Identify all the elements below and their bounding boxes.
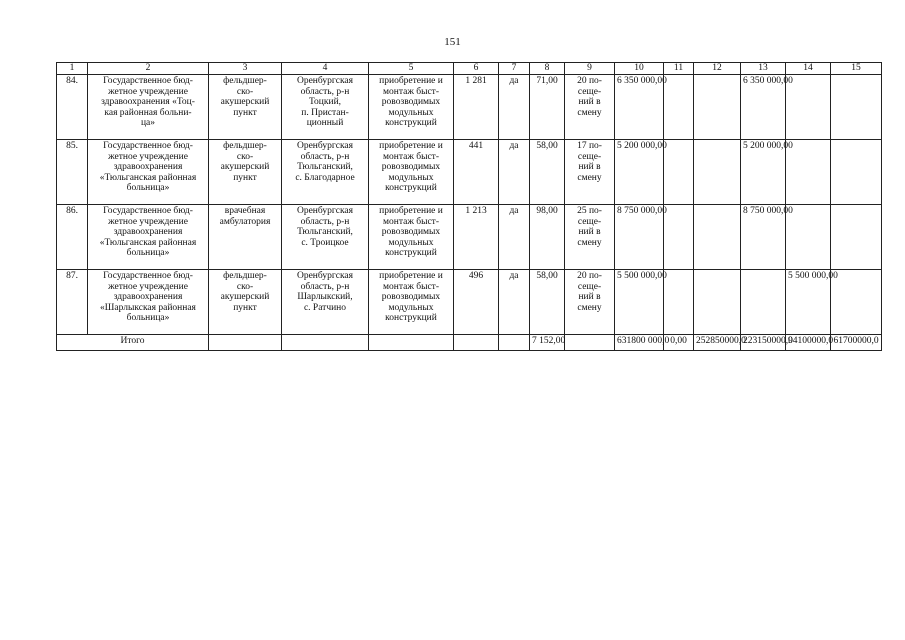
institution-name-line: Государственное бюд- [103,76,193,86]
facility-type-line: фельдшер- [223,141,267,151]
institution-name [88,270,209,335]
institution-name-line: больница» [126,183,170,194]
work-type [369,270,454,335]
institution-name [88,140,209,205]
amount-col-11 [664,205,694,270]
institution-name-line: Государственное бюд- [103,271,193,281]
institution-name [88,205,209,270]
total-col-15: 61700000,0 [831,335,882,351]
amount-col-15 [831,75,882,140]
facility-address-line: Тоцкий, [308,97,342,108]
flag-yes: да [499,270,530,335]
work-type-line: ровозводимых [381,227,441,238]
facility-address-line: Шарлыкский, [297,292,353,303]
work-type-line: монтаж быст- [382,86,440,97]
institution-name-line: «Тюльганская районная [99,237,197,248]
total-col-14: 94100000,0 [786,335,831,351]
facility-address-line: с. Ратчино [303,302,347,313]
total-col-11: 0,00 [664,335,694,351]
column-header: 8 [530,63,565,75]
column-header: 2 [88,63,209,75]
flag-yes: да [499,140,530,205]
institution-name-line: кая районная больни- [104,107,192,118]
facility-address-line: ционный [306,118,344,129]
work-type [369,205,454,270]
work-type-line: ровозводимых [381,162,441,173]
amount-col-11 [664,75,694,140]
amount-col-12 [694,75,741,140]
facility-type [209,140,282,205]
total-label: Итого [57,335,209,351]
facility-address-line: Оренбургская [296,141,354,151]
facility-address-line: область, р-н [300,86,350,97]
facility-type-line: акушерский [220,292,270,303]
capacity [565,205,615,270]
area: 58,00 [530,270,565,335]
amount-col-10: 8 750 000,00 [615,205,664,270]
column-header: 15 [831,63,882,75]
institution-name [88,75,209,140]
facility-type [209,205,282,270]
row-number: 85. [57,140,88,205]
total-row [57,335,882,351]
work-type-line: конструкций [385,118,437,129]
facility-address [282,75,369,140]
amount-col-12 [694,205,741,270]
capacity-line: 25 по- [577,206,602,216]
population: 441 [454,140,499,205]
facility-type [209,75,282,140]
capacity-line: 20 по- [577,271,602,281]
column-header: 1 [57,63,88,75]
institution-name-line: ца» [140,118,156,129]
amount-col-15 [831,205,882,270]
population: 496 [454,270,499,335]
work-type-line: приобретение и [379,206,443,216]
facility-type-line: фельдшер- [223,76,267,86]
column-header: 11 [664,63,694,75]
amount-col-13 [741,270,786,335]
row-number: 87. [57,270,88,335]
table-row [57,75,882,140]
facility-address-line: Оренбургская [296,76,354,86]
capacity-line: 20 по- [577,76,602,86]
capacity [565,75,615,140]
column-header: 5 [369,63,454,75]
population: 1 281 [454,75,499,140]
work-type [369,75,454,140]
flag-yes: да [499,75,530,140]
facility-address-line: область, р-н [300,281,350,292]
institution-name-line: больница» [126,313,170,324]
amount-col-11 [664,140,694,205]
facility-address [282,205,369,270]
facility-type-line: пункт [233,172,257,183]
facility-address-line: с. Троицкое [301,237,349,248]
area: 98,00 [530,205,565,270]
capacity-line: смену [577,302,602,313]
facility-address [282,140,369,205]
facility-type-line: ско- [236,151,254,162]
work-type-line: монтаж быст- [382,281,440,292]
work-type-line: приобретение и [379,271,443,281]
capacity-line: сеще- [577,281,602,292]
row-number: 84. [57,75,88,140]
total-cell [454,335,499,351]
work-type-line: монтаж быст- [382,151,440,162]
capacity-line: ний в [578,162,601,173]
facility-address-line: Тюльганский, [297,227,353,238]
facility-type-line: акушерский [220,162,270,173]
institution-name-line: жетное учреждение [108,281,188,292]
capacity-line: ний в [578,292,601,303]
amount-col-10: 6 350 000,00 [615,75,664,140]
amount-col-15 [831,140,882,205]
facility-type [209,270,282,335]
work-type-line: конструкций [385,183,437,194]
facility-address-line: п. Пристан- [301,107,349,118]
total-cell [369,335,454,351]
amount-col-10: 5 500 000,00 [615,270,664,335]
amount-col-14: 5 500 000,00 [786,270,831,335]
total-cell [499,335,530,351]
institution-name-line: «Тюльганская районная [99,172,197,183]
work-type-line: приобретение и [379,76,443,86]
table-row [57,205,882,270]
page-number: 151 [444,36,461,48]
capacity-line: смену [577,172,602,183]
facility-address-line: область, р-н [300,151,350,162]
capacity-line: сеще- [577,216,602,227]
work-type-line: приобретение и [379,141,443,151]
institution-name-line: больница» [126,248,170,259]
institution-name-line: здравоохранения [113,292,183,303]
facility-type-line: ско- [236,86,254,97]
column-header: 6 [454,63,499,75]
total-col-12: 252850000,0 [694,335,741,351]
work-type-line: ровозводимых [381,292,441,303]
facility-address-line: Тюльганский, [297,162,353,173]
column-header: 7 [499,63,530,75]
facility-address-line: Оренбургская [296,271,354,281]
institution-name-line: жетное учреждение [108,216,188,227]
capacity-line: смену [577,237,602,248]
column-number-row [57,63,882,75]
total-col-10: 631800 000,0 [615,335,664,351]
institution-name-line: Государственное бюд- [103,206,193,216]
work-type-line: модульных [388,302,434,313]
population: 1 213 [454,205,499,270]
work-type-line: конструкций [385,248,437,259]
institution-name-line: здравоохранения «Тоц- [101,97,195,108]
column-header: 4 [282,63,369,75]
capacity-line: смену [577,107,602,118]
column-header: 13 [741,63,786,75]
institution-name-line: жетное учреждение [108,86,188,97]
table-row [57,140,882,205]
institution-name-line: жетное учреждение [108,151,188,162]
total-cell [565,335,615,351]
capacity-line: ний в [578,227,601,238]
amount-col-10: 5 200 000,00 [615,140,664,205]
amount-col-12 [694,140,741,205]
facility-address-line: с. Благодарное [295,172,355,183]
total-cell [209,335,282,351]
facility-type-line: врачебная [224,206,266,216]
capacity-line: сеще- [577,86,602,97]
flag-yes: да [499,205,530,270]
facility-address-line: область, р-н [300,216,350,227]
column-header: 14 [786,63,831,75]
facility-type-line: пункт [233,302,257,313]
institution-name-line: здравоохранения [113,227,183,238]
capacity-line: 17 по- [577,141,602,151]
amount-col-15 [831,270,882,335]
amount-col-12 [694,270,741,335]
work-type-line: монтаж быст- [382,216,440,227]
institution-name-line: Государственное бюд- [103,141,193,151]
institution-name-line: «Шарлыкская районная [100,302,196,313]
facility-type-line: пункт [233,107,257,118]
work-type-line: ровозводимых [381,97,441,108]
column-header: 10 [615,63,664,75]
facility-type-line: фельдшер- [223,271,267,281]
capacity [565,270,615,335]
total-cell [282,335,369,351]
area: 71,00 [530,75,565,140]
total-area: 7 152,00 [530,335,565,351]
capacity [565,140,615,205]
facility-type-line: амбулатория [219,216,271,227]
amount-col-11 [664,270,694,335]
facility-type-line: акушерский [220,97,270,108]
row-number: 86. [57,205,88,270]
work-type-line: конструкций [385,313,437,324]
capacity-line: сеще- [577,151,602,162]
amount-col-13: 5 200 000,00 [741,140,786,205]
amount-col-13: 6 350 000,00 [741,75,786,140]
work-type-line: модульных [388,107,434,118]
column-header: 3 [209,63,282,75]
work-type-line: модульных [388,172,434,183]
facilities-table [56,62,882,351]
facility-address-line: Оренбургская [296,206,354,216]
column-header: 9 [565,63,615,75]
institution-name-line: здравоохранения [113,162,183,173]
total-col-13: 223150000,0 [741,335,786,351]
work-type [369,140,454,205]
facility-type-line: ско- [236,281,254,292]
work-type-line: модульных [388,237,434,248]
amount-col-13: 8 750 000,00 [741,205,786,270]
facility-address [282,270,369,335]
area: 58,00 [530,140,565,205]
column-header: 12 [694,63,741,75]
table-row [57,270,882,335]
capacity-line: ний в [578,97,601,108]
